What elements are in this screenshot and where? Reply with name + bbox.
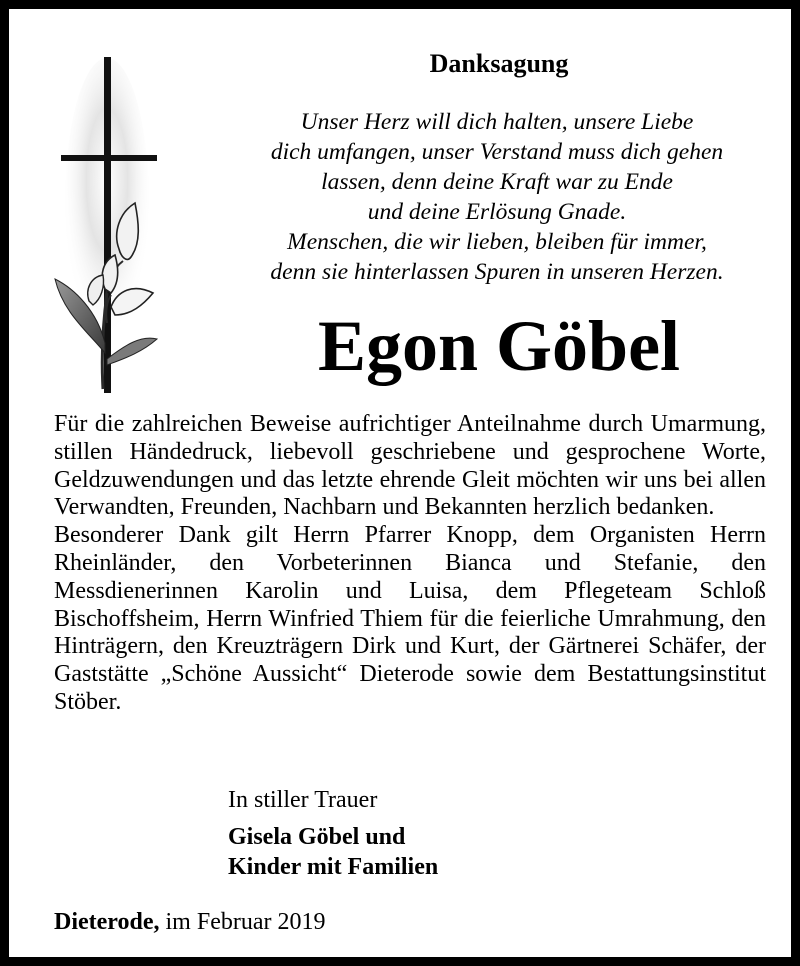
closing-phrase: In stiller Trauer	[228, 787, 378, 813]
signers	[228, 822, 438, 882]
poem-line: denn sie hinterlassen Spuren in unseren Herzen.	[270, 259, 724, 285]
thanks-paragraph-general: Für die zahlreichen Beweise aufrichtiger Anteilnahme durch Umarmung, stillen Händedruck, liebevoll geschriebene und gesprochene Worte, Geldzuwendungen und das letzte ehrende Gleit möchten wir uns bei allen Verwandten, Freunden, Nachbarn und Bekannten herzlich bedanken.	[54, 411, 766, 521]
poem-line: und deine Erlösung Gnade.	[367, 199, 627, 225]
thanks-paragraph-special: Besonderer Dank gilt Herrn Pfarrer Knopp, dem Organisten Herrn Rheinländer, den Vorbeterinnen Bianca und Stefanie, den Messdienerinnen Karolin und Luisa, dem Pflegeteam Schloß Bischoffsheim, Herrn Winfried Thiem für die feierliche Umrahmung, den Hinträgern, den Kreuzträgern Dirk und Kurt, der Gärtnerei Schäfer, der Gaststätte „Schöne Aussicht“ Dieterode sowie dem Bestattungsinstitut Stöber.	[54, 522, 766, 715]
place-and-date	[54, 907, 326, 937]
cross-with-lilies-icon	[45, 53, 169, 397]
poem-line: Unser Herz will dich halten, unsere Liebe	[300, 109, 694, 135]
poem-line: lassen, denn deine Kraft war zu Ende	[321, 169, 673, 195]
date: im Februar 2019	[165, 909, 326, 935]
signer-line: Gisela Göbel und	[228, 824, 406, 850]
deceased-name: Egon Göbel	[317, 306, 681, 386]
place: Dieterode,	[54, 909, 160, 935]
poem-line: dich umfangen, unser Verstand muss dich gehen	[270, 139, 724, 165]
notice-heading: Danksagung	[429, 49, 569, 78]
signer-line: Kinder mit Familien	[228, 854, 439, 880]
poem-line: Menschen, die wir lieben, bleiben für immer,	[287, 229, 707, 255]
thanks-text	[54, 411, 766, 717]
poem-verse	[219, 107, 775, 287]
